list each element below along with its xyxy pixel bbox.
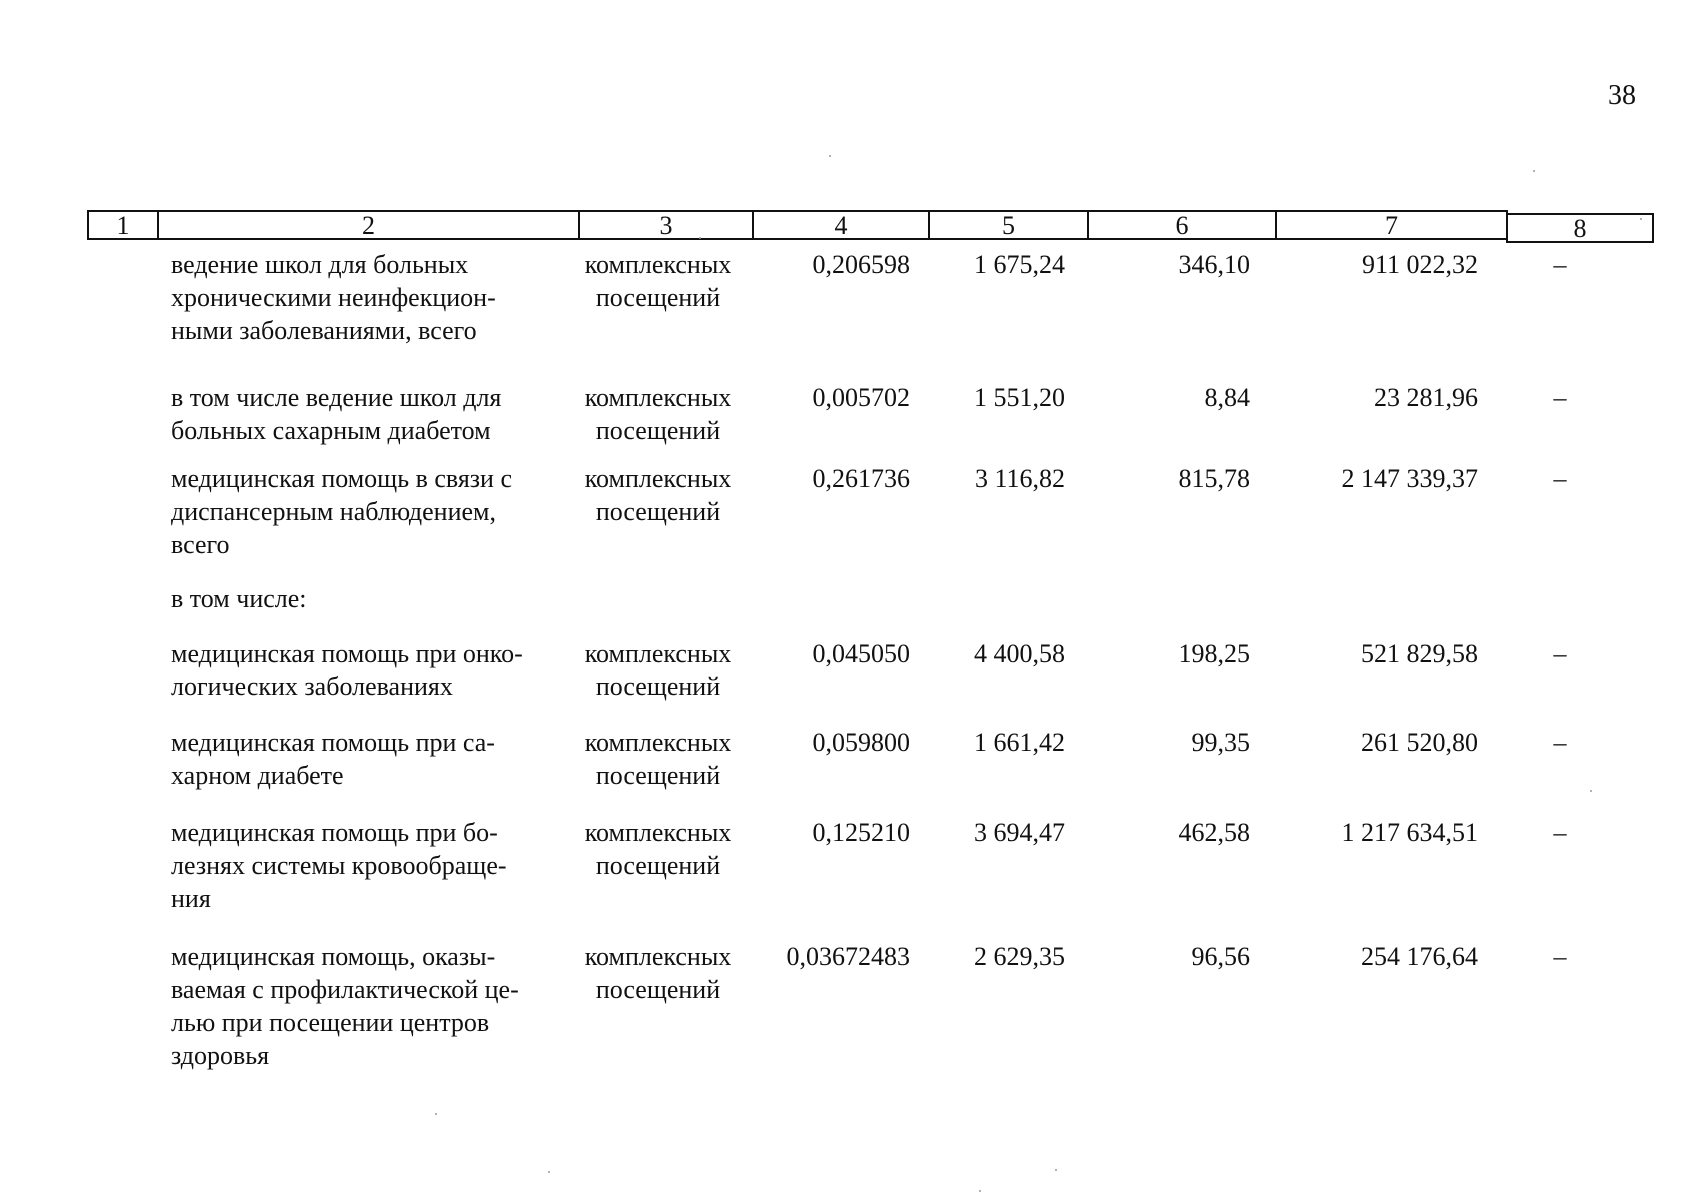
unit-cell — [572, 726, 744, 792]
value-col-6: 198,25 — [1178, 639, 1250, 668]
value-col-7: 521 829,58 — [1361, 639, 1478, 668]
value-col-7: 2 147 339,37 — [1341, 464, 1478, 493]
unit-cell — [572, 248, 744, 314]
scan-speck — [1590, 790, 1592, 792]
header-cell-5: 5 — [928, 210, 1089, 240]
value-col-7: 911 022,32 — [1361, 250, 1478, 279]
value-col-8: – — [1553, 250, 1567, 279]
value-col-8: – — [1553, 464, 1567, 493]
value-col-5: 4 400,58 — [974, 639, 1065, 668]
scan-speck — [1640, 218, 1642, 220]
value-col-5: 1 661,42 — [974, 728, 1065, 757]
table-header-row — [87, 210, 1636, 244]
value-col-8: – — [1553, 942, 1567, 971]
value-col-7: 254 176,64 — [1361, 942, 1478, 971]
name-line: ния — [171, 884, 211, 913]
name-line: медицинская помощь при са- — [171, 728, 495, 757]
unit-line: посещений — [595, 975, 721, 1004]
service-name — [171, 248, 564, 347]
header-cell-1: 1 — [87, 210, 159, 240]
name-line: медицинская помощь в связи с — [171, 464, 512, 493]
value-col-4: 0,059800 — [812, 728, 910, 757]
unit-line: комплексных — [584, 639, 732, 668]
name-line: диспансерным наблюдением, — [171, 497, 496, 526]
value-col-5: 2 629,35 — [974, 942, 1065, 971]
value-col-5: 1 551,20 — [974, 383, 1065, 412]
name-line: всего — [171, 530, 230, 559]
unit-cell — [572, 462, 744, 528]
value-col-8: – — [1553, 639, 1567, 668]
name-line: медицинская помощь при онко- — [171, 639, 523, 668]
scan-speck — [435, 1113, 437, 1115]
value-col-5: 1 675,24 — [974, 250, 1065, 279]
unit-line: посещений — [595, 416, 721, 445]
value-col-8: – — [1553, 818, 1567, 847]
unit-line: посещений — [595, 283, 721, 312]
name-line: ными заболеваниями, всего — [171, 316, 477, 345]
name-line: больных сахарным диабетом — [171, 416, 491, 445]
unit-cell — [572, 637, 744, 703]
unit-cell — [572, 816, 744, 882]
name-line: хроническими неинфекцион- — [171, 283, 496, 312]
scan-speck — [979, 1190, 981, 1192]
value-col-4: 0,261736 — [812, 464, 910, 493]
name-line: медицинская помощь при бо- — [171, 818, 498, 847]
value-col-6: 346,10 — [1178, 250, 1250, 279]
unit-line: комплексных — [584, 942, 732, 971]
name-line: в том числе: — [171, 584, 307, 613]
value-col-4: 0,03672483 — [786, 942, 910, 971]
value-col-7: 261 520,80 — [1361, 728, 1478, 757]
scan-speck — [1055, 1169, 1057, 1171]
unit-cell — [572, 381, 744, 447]
unit-line: посещений — [595, 672, 721, 701]
value-col-6: 815,78 — [1178, 464, 1250, 493]
unit-line: комплексных — [584, 728, 732, 757]
name-line: лезнях системы кровообраще- — [171, 851, 507, 880]
name-line: лью при посещении центров — [171, 1008, 490, 1037]
name-line: здоровья — [171, 1041, 270, 1070]
service-name — [171, 940, 564, 1072]
scan-speck — [1533, 170, 1535, 172]
unit-line: посещений — [595, 497, 721, 526]
name-line: ваемая с профилактической це- — [171, 975, 519, 1004]
header-cell-8: 8 — [1506, 213, 1654, 243]
value-col-7: 23 281,96 — [1374, 383, 1478, 412]
unit-line: посещений — [595, 761, 721, 790]
service-name — [171, 816, 564, 915]
value-col-6: 99,35 — [1191, 728, 1250, 757]
value-col-8: – — [1553, 383, 1567, 412]
name-line: харном диабете — [171, 761, 344, 790]
value-col-6: 96,56 — [1191, 942, 1250, 971]
value-col-5: 3 116,82 — [974, 464, 1065, 493]
value-col-5: 3 694,47 — [974, 818, 1065, 847]
unit-cell — [572, 940, 744, 1006]
value-col-6: 462,58 — [1178, 818, 1250, 847]
service-name — [171, 462, 564, 561]
value-col-4: 0,206598 — [812, 250, 910, 279]
service-name — [171, 726, 564, 792]
service-name — [171, 381, 564, 447]
name-line: логических заболеваниях — [171, 672, 453, 701]
unit-line: комплексных — [584, 250, 732, 279]
unit-line: комплексных — [584, 383, 732, 412]
header-cell-6: 6 — [1087, 210, 1277, 240]
scan-speck — [699, 237, 701, 239]
scan-speck — [548, 1171, 550, 1173]
service-name — [171, 637, 564, 703]
header-cell-7: 7 — [1275, 210, 1508, 240]
header-cell-4: 4 — [752, 210, 930, 240]
value-col-4: 0,045050 — [812, 639, 910, 668]
unit-line: комплексных — [584, 818, 732, 847]
value-col-6: 8,84 — [1204, 383, 1250, 412]
unit-line: комплексных — [584, 464, 732, 493]
header-cell-2: 2 — [157, 210, 580, 240]
scan-speck — [829, 155, 831, 157]
unit-line: посещений — [595, 851, 721, 880]
header-cell-3: 3 — [578, 210, 754, 240]
name-line: в том числе ведение школ для — [171, 383, 502, 412]
page-number: 38 — [1608, 80, 1636, 111]
value-col-7: 1 217 634,51 — [1341, 818, 1478, 847]
value-col-8: – — [1553, 728, 1567, 757]
name-line: ведение школ для больных — [171, 250, 469, 279]
subheading — [171, 582, 564, 615]
value-col-4: 0,125210 — [812, 818, 910, 847]
name-line: медицинская помощь, оказы- — [171, 942, 496, 971]
value-col-4: 0,005702 — [812, 383, 910, 412]
